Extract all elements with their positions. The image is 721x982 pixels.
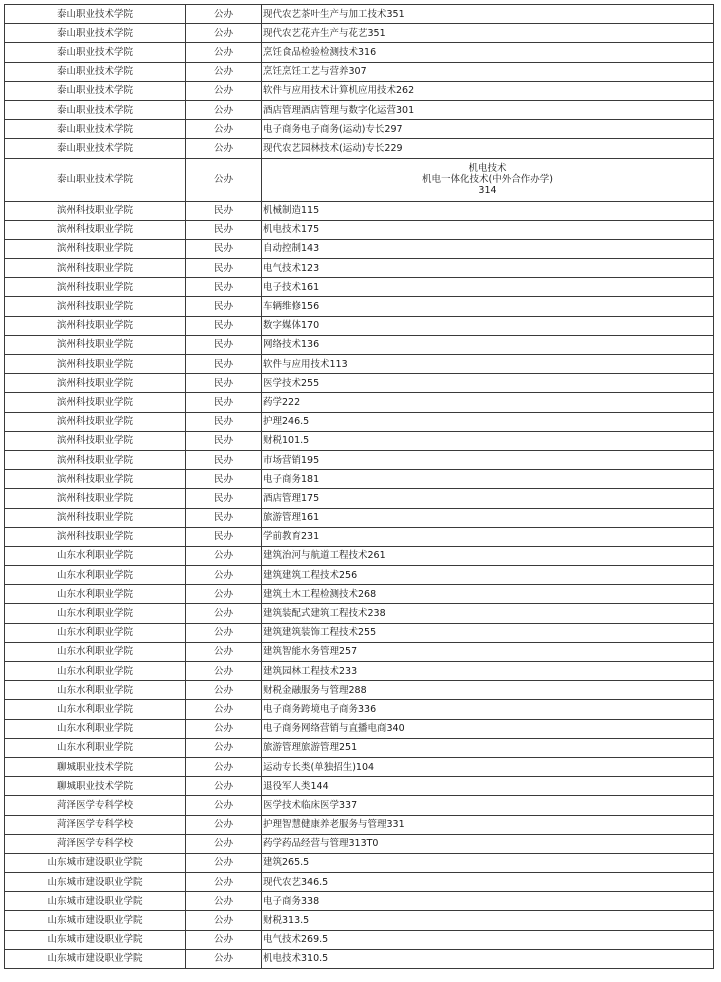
school-name-cell: 泰山职业技术学院 xyxy=(5,81,186,100)
table-row xyxy=(5,527,714,546)
table-row xyxy=(5,642,714,661)
table-row xyxy=(5,158,714,201)
school-name-cell: 滨州科技职业学院 xyxy=(5,450,186,469)
major-score-cell: 建筑治河与航道工程技术261 xyxy=(262,546,714,565)
school-type-cell: 公办 xyxy=(186,700,262,719)
school-type-cell: 公办 xyxy=(186,62,262,81)
major-score-cell: 护理246.5 xyxy=(262,412,714,431)
major-score-cell: 财税101.5 xyxy=(262,431,714,450)
table-row xyxy=(5,719,714,738)
major-score-cell: 护理智慧健康养老服务与管理331 xyxy=(262,815,714,834)
major-score-cell: 电气技术269.5 xyxy=(262,930,714,949)
school-type-cell: 公办 xyxy=(186,873,262,892)
school-type-cell: 民办 xyxy=(186,527,262,546)
major-score-cell: 网络技术136 xyxy=(262,335,714,354)
school-type-cell: 民办 xyxy=(186,508,262,527)
table-row xyxy=(5,100,714,119)
school-name-cell: 滨州科技职业学院 xyxy=(5,374,186,393)
table-row xyxy=(5,566,714,585)
table-row xyxy=(5,681,714,700)
school-type-cell: 民办 xyxy=(186,470,262,489)
school-type-cell: 公办 xyxy=(186,738,262,757)
school-name-cell: 菏泽医学专科学校 xyxy=(5,796,186,815)
major-score-line: 机电一体化技术(中外合作办学) xyxy=(422,174,553,185)
school-name-cell: 泰山职业技术学院 xyxy=(5,43,186,62)
school-name-cell: 山东水利职业学院 xyxy=(5,719,186,738)
school-type-cell: 公办 xyxy=(186,777,262,796)
school-name-cell: 山东城市建设职业学院 xyxy=(5,949,186,968)
major-score-cell: 财税金融服务与管理288 xyxy=(262,681,714,700)
major-score-cell: 财税313.5 xyxy=(262,911,714,930)
school-type-cell: 公办 xyxy=(186,719,262,738)
table-row xyxy=(5,662,714,681)
table-row xyxy=(5,470,714,489)
school-type-cell: 民办 xyxy=(186,431,262,450)
table-row xyxy=(5,374,714,393)
school-name-cell: 滨州科技职业学院 xyxy=(5,431,186,450)
school-type-cell: 公办 xyxy=(186,81,262,100)
table-row xyxy=(5,220,714,239)
major-score-cell: 建筑园林工程技术233 xyxy=(262,662,714,681)
table-row xyxy=(5,316,714,335)
table-row xyxy=(5,278,714,297)
admission-score-table xyxy=(4,4,714,969)
table-row xyxy=(5,297,714,316)
school-type-cell: 公办 xyxy=(186,623,262,642)
school-type-cell: 公办 xyxy=(186,43,262,62)
table-row xyxy=(5,393,714,412)
school-name-cell: 山东水利职业学院 xyxy=(5,662,186,681)
table-row xyxy=(5,796,714,815)
school-name-cell: 滨州科技职业学院 xyxy=(5,470,186,489)
school-type-cell: 公办 xyxy=(186,815,262,834)
table-row xyxy=(5,873,714,892)
school-type-cell: 公办 xyxy=(186,892,262,911)
table-row xyxy=(5,738,714,757)
school-name-cell: 泰山职业技术学院 xyxy=(5,100,186,119)
school-type-cell: 民办 xyxy=(186,220,262,239)
major-score-cell: 电子技术161 xyxy=(262,278,714,297)
major-score-cell: 建筑265.5 xyxy=(262,853,714,872)
school-type-cell: 公办 xyxy=(186,834,262,853)
major-score-cell: 车辆维修156 xyxy=(262,297,714,316)
school-name-cell: 泰山职业技术学院 xyxy=(5,5,186,24)
table-row xyxy=(5,489,714,508)
table-row xyxy=(5,43,714,62)
major-score-cell: 烹饪烹饪工艺与营养307 xyxy=(262,62,714,81)
school-name-cell: 滨州科技职业学院 xyxy=(5,527,186,546)
school-name-cell: 山东水利职业学院 xyxy=(5,546,186,565)
major-score-cell: 学前教育231 xyxy=(262,527,714,546)
table-row xyxy=(5,815,714,834)
table-row xyxy=(5,335,714,354)
major-score-cell: 建筑土木工程检测技术268 xyxy=(262,585,714,604)
school-name-cell: 聊城职业技术学院 xyxy=(5,777,186,796)
table-row xyxy=(5,120,714,139)
school-name-cell: 山东水利职业学院 xyxy=(5,623,186,642)
school-name-cell: 菏泽医学专科学校 xyxy=(5,815,186,834)
school-name-cell: 山东水利职业学院 xyxy=(5,738,186,757)
table-row xyxy=(5,412,714,431)
school-type-cell: 公办 xyxy=(186,5,262,24)
major-score-cell: 电子商务338 xyxy=(262,892,714,911)
school-type-cell: 公办 xyxy=(186,585,262,604)
school-type-cell: 公办 xyxy=(186,681,262,700)
major-score-cell: 电气技术123 xyxy=(262,259,714,278)
school-name-cell: 滨州科技职业学院 xyxy=(5,412,186,431)
school-name-cell: 山东水利职业学院 xyxy=(5,585,186,604)
table-row xyxy=(5,892,714,911)
major-score-cell: 建筑建筑装饰工程技术255 xyxy=(262,623,714,642)
school-name-cell: 山东水利职业学院 xyxy=(5,604,186,623)
major-score-cell: 医学技术临床医学337 xyxy=(262,796,714,815)
school-name-cell: 山东城市建设职业学院 xyxy=(5,930,186,949)
school-name-cell: 山东城市建设职业学院 xyxy=(5,892,186,911)
school-type-cell: 公办 xyxy=(186,100,262,119)
table-row xyxy=(5,139,714,158)
major-score-cell: 自动控制143 xyxy=(262,239,714,258)
table-row xyxy=(5,431,714,450)
school-type-cell: 民办 xyxy=(186,450,262,469)
major-score-cell: 软件与应用技术113 xyxy=(262,355,714,374)
school-name-cell: 滨州科技职业学院 xyxy=(5,489,186,508)
table-row xyxy=(5,508,714,527)
school-name-cell: 滨州科技职业学院 xyxy=(5,316,186,335)
school-type-cell: 公办 xyxy=(186,911,262,930)
major-score-cell: 药学药品经营与管理313T0 xyxy=(262,834,714,853)
major-score-cell: 酒店管理175 xyxy=(262,489,714,508)
major-score-cell: 现代农艺茶叶生产与加工技术351 xyxy=(262,5,714,24)
school-name-cell: 山东水利职业学院 xyxy=(5,681,186,700)
major-score-line: 机电技术 xyxy=(468,163,507,174)
school-type-cell: 公办 xyxy=(186,604,262,623)
table-row xyxy=(5,546,714,565)
school-type-cell: 民办 xyxy=(186,297,262,316)
major-score-cell: 现代农艺346.5 xyxy=(262,873,714,892)
table-row xyxy=(5,700,714,719)
school-type-cell: 公办 xyxy=(186,930,262,949)
school-type-cell: 公办 xyxy=(186,24,262,43)
school-name-cell: 滨州科技职业学院 xyxy=(5,220,186,239)
major-score-cell: 旅游管理161 xyxy=(262,508,714,527)
school-name-cell: 山东水利职业学院 xyxy=(5,566,186,585)
table-row xyxy=(5,949,714,968)
major-score-cell: 建筑装配式建筑工程技术238 xyxy=(262,604,714,623)
table-row xyxy=(5,623,714,642)
school-type-cell: 民办 xyxy=(186,412,262,431)
school-name-cell: 聊城职业技术学院 xyxy=(5,757,186,776)
school-type-cell: 民办 xyxy=(186,489,262,508)
school-name-cell: 泰山职业技术学院 xyxy=(5,24,186,43)
school-type-cell: 公办 xyxy=(186,642,262,661)
school-name-cell: 泰山职业技术学院 xyxy=(5,62,186,81)
table-row xyxy=(5,24,714,43)
major-score-cell: 机电技术175 xyxy=(262,220,714,239)
school-name-cell: 滨州科技职业学院 xyxy=(5,393,186,412)
table-row xyxy=(5,355,714,374)
major-score-cell: 酒店管理酒店管理与数字化运营301 xyxy=(262,100,714,119)
school-name-cell: 菏泽医学专科学校 xyxy=(5,834,186,853)
school-name-cell: 滨州科技职业学院 xyxy=(5,335,186,354)
table-row xyxy=(5,62,714,81)
school-name-cell: 泰山职业技术学院 xyxy=(5,158,186,201)
major-score-cell: 软件与应用技术计算机应用技术262 xyxy=(262,81,714,100)
school-type-cell: 民办 xyxy=(186,374,262,393)
school-type-cell: 民办 xyxy=(186,259,262,278)
school-type-cell: 公办 xyxy=(186,949,262,968)
table-row xyxy=(5,834,714,853)
table-row xyxy=(5,239,714,258)
table-row xyxy=(5,930,714,949)
table-row xyxy=(5,604,714,623)
major-score-cell: 运动专长类(单独招生)104 xyxy=(262,757,714,776)
major-score-cell: 机电技术310.5 xyxy=(262,949,714,968)
school-type-cell: 公办 xyxy=(186,566,262,585)
table-row xyxy=(5,259,714,278)
school-type-cell: 公办 xyxy=(186,796,262,815)
school-type-cell: 公办 xyxy=(186,662,262,681)
school-type-cell: 公办 xyxy=(186,158,262,201)
major-score-cell: 现代农艺园林技术(运动)专长229 xyxy=(262,139,714,158)
major-score-cell: 市场营销195 xyxy=(262,450,714,469)
table-row xyxy=(5,585,714,604)
major-score-cell: 烹饪食品检验检测技术316 xyxy=(262,43,714,62)
school-type-cell: 民办 xyxy=(186,393,262,412)
school-name-cell: 山东城市建设职业学院 xyxy=(5,873,186,892)
school-name-cell: 泰山职业技术学院 xyxy=(5,120,186,139)
school-type-cell: 民办 xyxy=(186,316,262,335)
school-name-cell: 山东城市建设职业学院 xyxy=(5,853,186,872)
school-type-cell: 公办 xyxy=(186,757,262,776)
major-score-cell: 电子商务网络营销与直播电商340 xyxy=(262,719,714,738)
table-row xyxy=(5,757,714,776)
school-type-cell: 公办 xyxy=(186,139,262,158)
table-row xyxy=(5,5,714,24)
major-score-cell xyxy=(262,158,714,201)
major-score-cell: 建筑智能水务管理257 xyxy=(262,642,714,661)
school-name-cell: 滨州科技职业学院 xyxy=(5,297,186,316)
major-score-cell: 电子商务181 xyxy=(262,470,714,489)
major-score-cell: 机械制造115 xyxy=(262,201,714,220)
major-score-cell: 电子商务跨境电子商务336 xyxy=(262,700,714,719)
major-score-cell: 数字媒体170 xyxy=(262,316,714,335)
table-row xyxy=(5,450,714,469)
major-score-cell: 退役军人类144 xyxy=(262,777,714,796)
school-type-cell: 民办 xyxy=(186,239,262,258)
major-score-cell: 医学技术255 xyxy=(262,374,714,393)
school-type-cell: 公办 xyxy=(186,120,262,139)
major-score-cell: 电子商务电子商务(运动)专长297 xyxy=(262,120,714,139)
major-score-cell: 旅游管理旅游管理251 xyxy=(262,738,714,757)
major-score-line: 314 xyxy=(478,185,497,196)
table-row xyxy=(5,777,714,796)
school-type-cell: 民办 xyxy=(186,278,262,297)
school-name-cell: 滨州科技职业学院 xyxy=(5,355,186,374)
school-name-cell: 滨州科技职业学院 xyxy=(5,239,186,258)
table-row xyxy=(5,911,714,930)
school-type-cell: 公办 xyxy=(186,546,262,565)
major-score-cell: 现代农艺花卉生产与花艺351 xyxy=(262,24,714,43)
school-name-cell: 山东城市建设职业学院 xyxy=(5,911,186,930)
school-type-cell: 民办 xyxy=(186,355,262,374)
table-row xyxy=(5,201,714,220)
school-type-cell: 民办 xyxy=(186,335,262,354)
school-name-cell: 山东水利职业学院 xyxy=(5,700,186,719)
school-name-cell: 滨州科技职业学院 xyxy=(5,508,186,527)
school-name-cell: 滨州科技职业学院 xyxy=(5,278,186,297)
school-name-cell: 山东水利职业学院 xyxy=(5,642,186,661)
school-name-cell: 泰山职业技术学院 xyxy=(5,139,186,158)
major-score-cell: 药学222 xyxy=(262,393,714,412)
school-type-cell: 公办 xyxy=(186,853,262,872)
school-type-cell: 民办 xyxy=(186,201,262,220)
major-score-cell: 建筑建筑工程技术256 xyxy=(262,566,714,585)
school-name-cell: 滨州科技职业学院 xyxy=(5,201,186,220)
table-row xyxy=(5,853,714,872)
table-body xyxy=(5,5,714,969)
table-row xyxy=(5,81,714,100)
school-name-cell: 滨州科技职业学院 xyxy=(5,259,186,278)
